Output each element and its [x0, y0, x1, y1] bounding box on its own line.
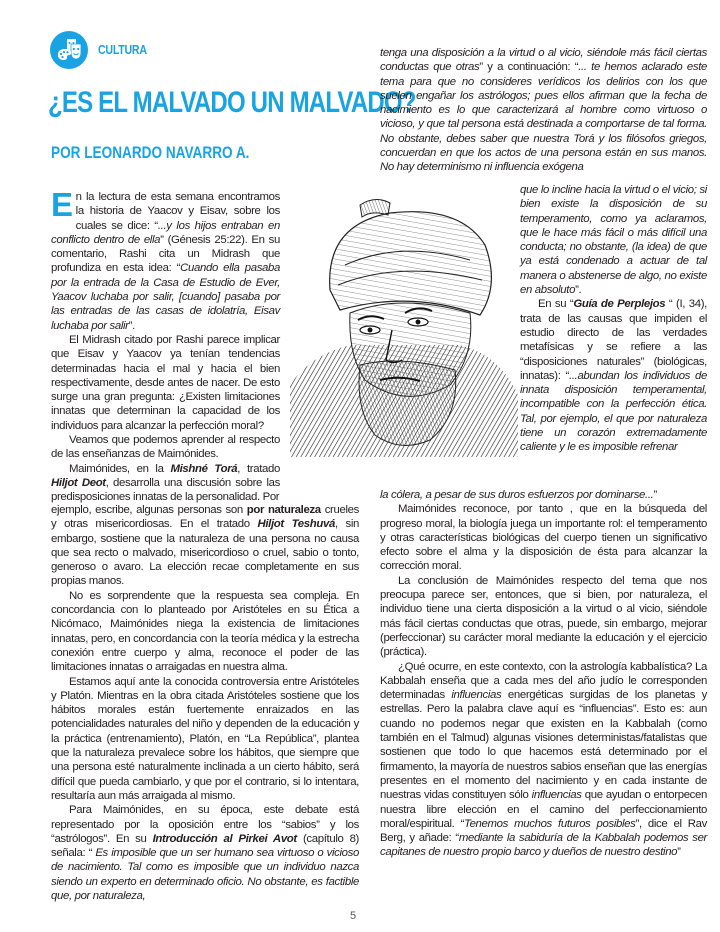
section-label: CULTURA — [98, 43, 147, 57]
article-column-right-bottom — [380, 488, 707, 860]
paragraph: El Midrash citado por Rashi parece implicar que Eisav y Yaacov ya tenían tendencias determinadas hacia el mal y hacia el bien respectivamente, desde antes de nacer. De esto surge una gran pregunta: ¿Existen limitaciones innatas que determinan la capacidad de los individuos para alcanzar la perfección moral? — [51, 333, 280, 432]
paragraph: Maimónides reconoce, por tanto , que en la búsqueda del progreso moral, la biología juega un importante rol: el temperamento y otras características biológicas del cuerpo tienen un significativo efecto sobre el alma y la disposición de ésta para alcanzar la corrección moral. — [380, 503, 707, 573]
paragraph: Estamos aquí ante la conocida controversia entre Aristóteles y Platón. Mientras en la obra citada Aristóteles sostiene que los hábitos morales están fuertemente enraizados en las potencialidades naturales del niño y dependen de la educación y la práctica (entrenamiento), Platón, en “La República”, plantea que la naturaleza prevalece sobre los hábitos, que siempre que una persona esté naturalmente inclinada a un cierto hábito, será difícil que pueda cambiarlo, y que por el contrario, si lo intentara, resultaría aun más arraigada al mismo. — [51, 675, 359, 802]
paragraph: En su “Guía de Perplejos “ (I, 34), trata de las causas que impiden el estudio directo de las verdades metafísicas y se refiere a las “disposiciones naturales” (biológicas, innatas): “...abundan los individuos de innata disposición temperamental, incompatible con la perfección ética. Tal, por ejemplo, el que por naturaleza tiene un corazón extremadamente caliente y le es imposible refrenar — [520, 298, 708, 454]
theater-masks-palette-icon — [50, 31, 88, 69]
maimonides-portrait — [290, 195, 518, 457]
paragraph: que lo incline hacia la virtud o el vicio; si bien existe la disposición de su temperamento, como ya aclaramos, que le hace más fácil o más difícil una conducta; no obstante, (la idea) de que ya está condenado a actuar de tal manera o abstenerse de algo, no existe en absoluto”. — [520, 184, 707, 297]
paragraph: ¿Qué ocurre, en este contexto, con la astrología kabbalística? La Kabbalah enseña que a cada mes del año judío le corresponden determinadas influencias energéticas surgidas de los planetas y estrellas. Pero la palabra clave aquí es “influencias”. Esto es: aun cuando no podemos negar que existen en la Kabbalah (como también en el Talmud) algunas visiones deterministas/fatalistas que sostienen que todo lo que hacemos está determinado por el firmamento, la mayoría de nuestros sabios enseñan que las energías presentes en el momento del nacimiento y en cada instante de nuestras vidas constituyen sólo influencias que ayudan o entorpecen nuestra libre elección en el camino del perfeccionamiento moral/espiritual. “Tenemos muchos futuros posibles”, dice el Rav Berg, y añade: “mediante la sabiduría de la Kabbalah podemos ser capitanes de nuestro propio barco y dueños de nuestro destino” — [380, 660, 707, 859]
paragraph: tenga una disposición a la virtud o al vicio, siéndole más fácil ciertas conductas que otras” y a continuación: “... te hemos aclarado este tema para que no consideres verídicos los delirios con los que suelen engañar los astrólogos; pues ellos afirman que la fecha de nacimiento es lo que caracterizará al hombre como virtuoso o vicioso, y que tal persona está destinada a comportarse de tal forma. No obstante, debes saber que nuestra Torá y los filósofos griegos, concuerdan en que los actos de una persona están en sus manos. No hay determinismo ni influencia exógena — [380, 47, 707, 174]
page-number: 5 — [350, 910, 357, 922]
article-column-left-bottom — [51, 503, 359, 903]
paragraph: Maimónides, en la Mishné Torá, tratado Hiljot Deot, desarrolla una discusión sobre las predisposiciones innatas de la personalidad. Por — [51, 462, 280, 504]
drop-cap: E — [51, 186, 73, 223]
article-byline: POR LEONARDO NAVARRO A. — [51, 143, 250, 162]
paragraph: ejemplo, escribe, algunas personas son por naturaleza crueles y otras misericordiosas. En el tratado Hiljot Teshuvá, sin embargo, sostiene que la naturaleza de una persona no causa que sea recto o malvado, misericordioso o cruel, sabio o tonto, generoso o avaro. La elección recae completamente en sus propias manos. — [51, 504, 360, 588]
paragraph: Para Maimónides, en su época, este debate está representado por la oposición entre los “sabios” y los “astrólogos”. En su Introducción al Pirkei Avot (capítulo 8) señala: “ Es imposible que un ser humano sea virtuoso o vicioso de nacimiento. Tal como es imposible que un individuo nazca siendo un experto en determinado oficio. No obstante, es factible que, por naturaleza, — [51, 804, 360, 903]
article-column-right-top — [380, 46, 707, 175]
section-badge — [50, 31, 88, 69]
article-column-left-top — [51, 186, 281, 505]
paragraph: Veamos que podemos aprender al respecto de las enseñanzas de Maimónides. — [51, 434, 280, 461]
article-column-right-mid — [520, 183, 707, 455]
paragraph: la cólera, a pesar de sus duros esfuerzos por dominarse...” — [380, 489, 657, 501]
article-title: ¿ES EL MALVADO UN MALVADO? — [48, 86, 416, 119]
paragraph-intro: En la lectura de esta semana encontramos la historia de Yaacov y Eisav, sobre los cuales se dice: “...y los hijos entraban en conflicto dentro de ella” (Génesis 25:22). En su comentario, Rashi cita un Midrash que profundiza en esta idea: “Cuando ella pasaba por la entrada de la Casa de Estudio de Ever, Yaacov luchaba por salir, [cuando] pasaba por las entradas de las casas de idolatría, Eisav luchaba por salir”. — [51, 186, 281, 332]
paragraph: La conclusión de Maimónides respecto del tema que nos preocupa parece ser, entonces, que si bien, por naturaleza, el individuo tiene una cierta disposición a la virtud o al vicio, siéndole más fácil ciertas conductas que otras, puede, sin embargo, mejorar (perfeccionar) su carácter moral mediante la educación y el ejercicio (práctica). — [380, 574, 707, 659]
paragraph: No es sorprendente que la respuesta sea compleja. En concordancia con lo planteado por Aristóteles en su Ética a Nicómaco, Maimónides niega la existencia de limitaciones innatas, pero, en concordancia con la teoría médica y la estrecha conexión entre cuerpo y alma, reconoce el poder de las limitaciones innatas o arraigadas en nuestra alma. — [51, 589, 359, 674]
